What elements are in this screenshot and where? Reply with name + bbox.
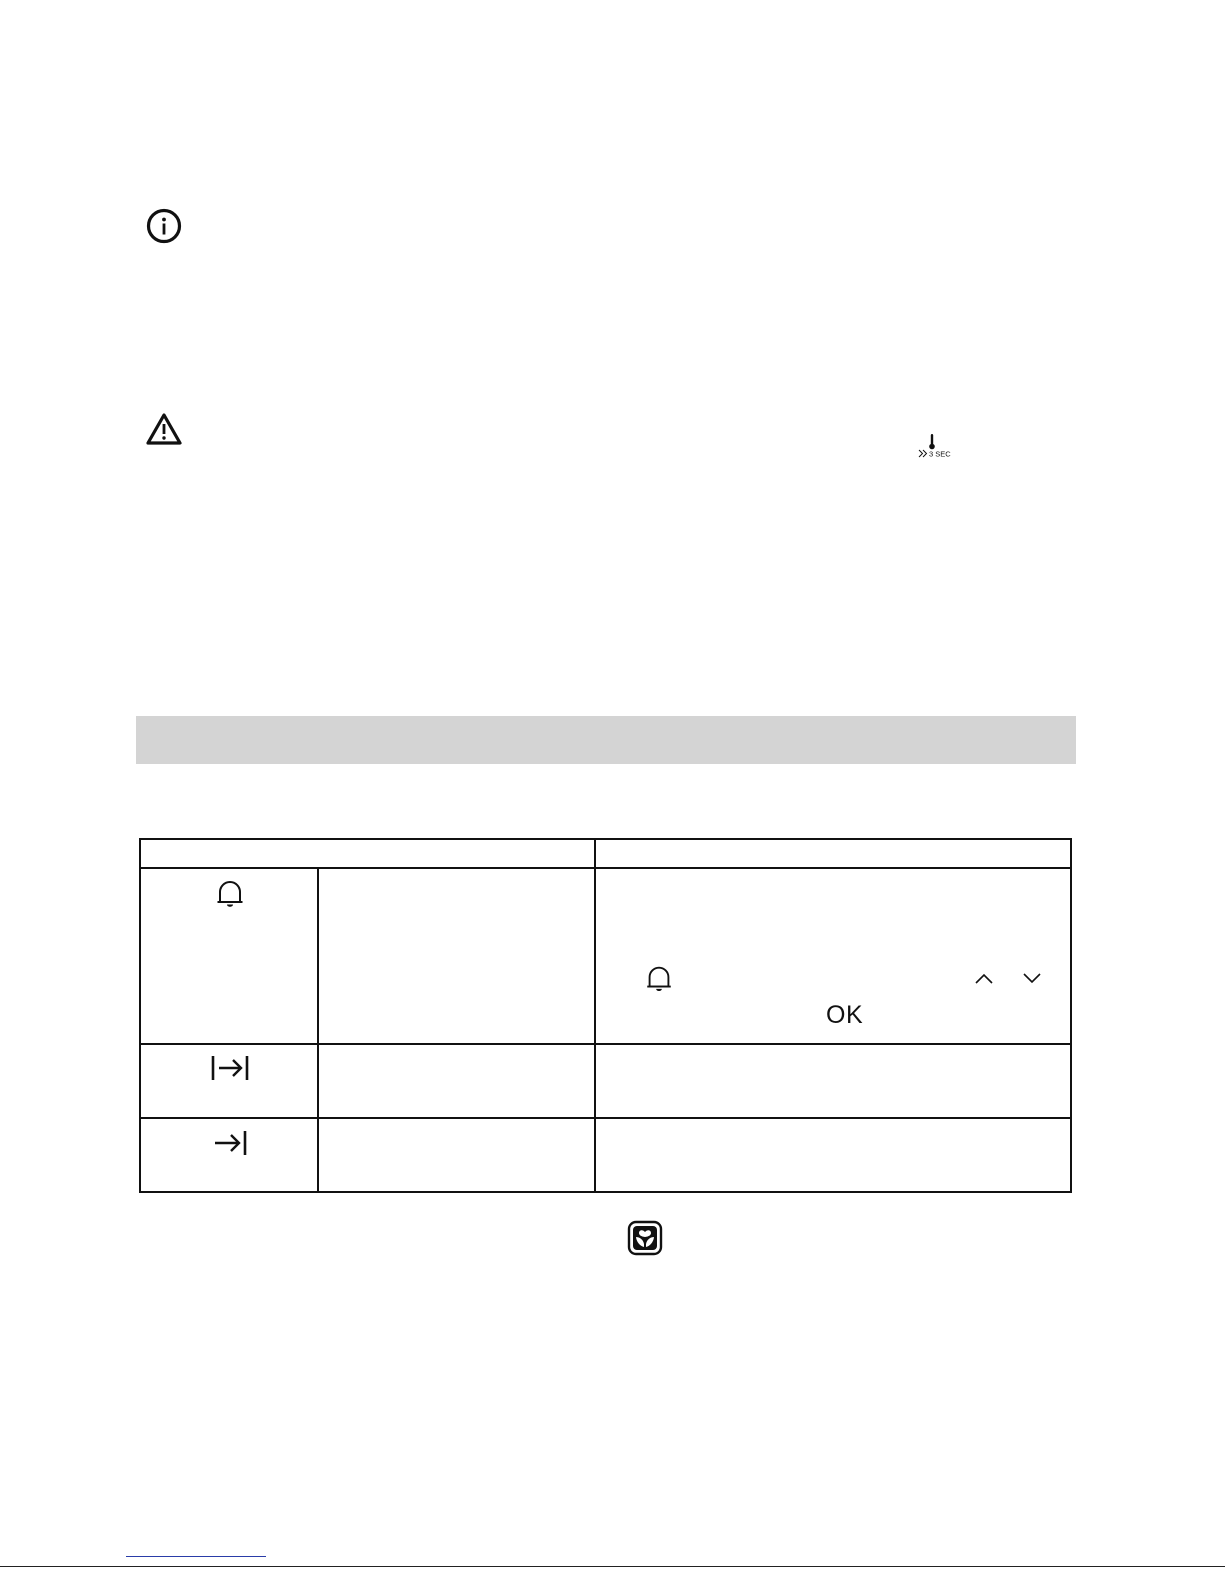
warning-triangle-icon [145,412,183,446]
thermometer-icon [918,432,958,464]
duration-arrow-icon [209,1053,251,1083]
bell-icon [643,963,675,995]
function-table [139,838,1072,1193]
info-circle-icon [145,207,183,245]
end-time-arrow-icon [211,1128,249,1158]
ok-button-label: OK [826,1001,864,1029]
chevron-down-icon [1020,970,1044,986]
eco-flower-icon [627,1220,663,1256]
three-sec-text: 3 SEC [929,449,951,459]
section-heading-band [136,716,1076,764]
bell-icon [213,877,247,911]
page-bottom-rule [0,1566,1225,1567]
footer-link-underline [126,1556,266,1557]
chevron-up-icon [972,970,996,986]
